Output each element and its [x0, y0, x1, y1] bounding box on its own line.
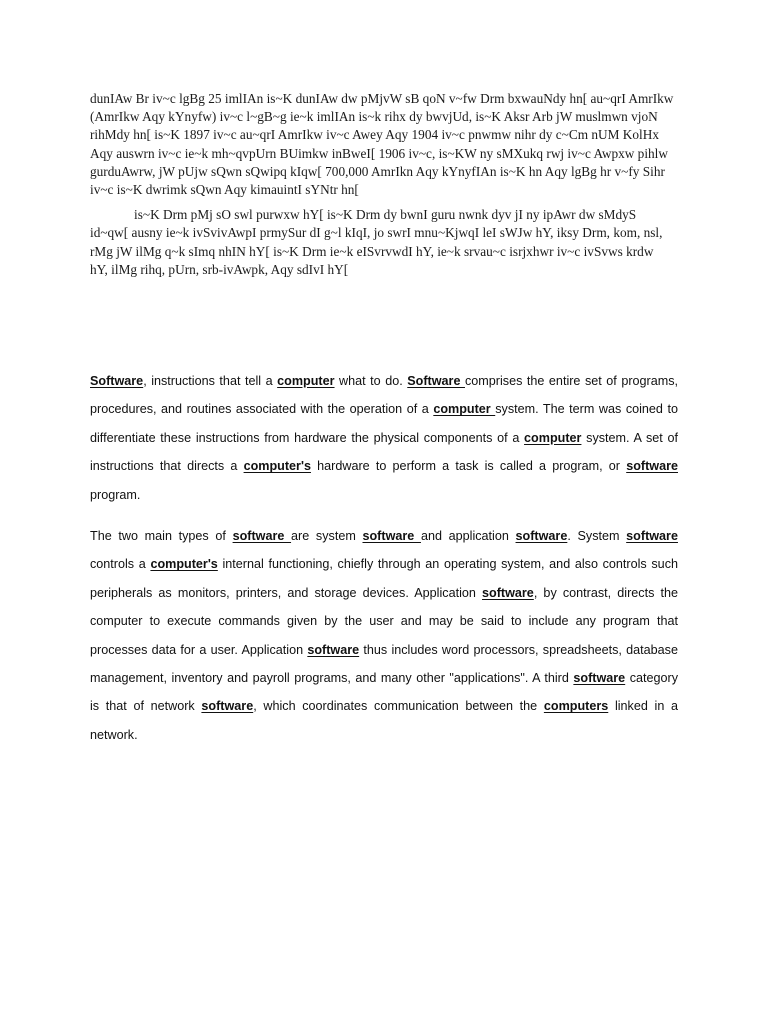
text-run: linked in a network.	[90, 699, 678, 742]
software-types-paragraph	[90, 522, 678, 749]
text-run: and application	[420, 529, 516, 544]
text-run: program.	[90, 487, 141, 502]
text-run: internal functioning, chiefly through an operating system, and also controls such peripherals as monitors, printers, and storage devices. Application	[90, 557, 678, 600]
keyword-link: software	[573, 671, 626, 686]
text-run: thus includes word processors, spreadsheets, database management, inventory and payroll programs, and many other "applications". A third	[90, 642, 678, 686]
keyword-link: software	[515, 529, 568, 544]
keyword-link: software	[232, 529, 292, 544]
text-run: what to do.	[334, 374, 408, 388]
keyword-link: computer	[433, 402, 496, 417]
text-run: , instructions that tell a	[143, 374, 278, 388]
keyword-link: computer's	[243, 459, 311, 474]
keyword-link: Software	[407, 374, 465, 388]
keyword-link: computer	[524, 430, 582, 445]
text-run: comprises the entire set of programs, procedures, and routines associated with the operation of a	[90, 374, 679, 417]
keyword-link: software	[307, 642, 360, 657]
keyword-link: computers	[543, 699, 609, 714]
text-run: controls a	[90, 557, 151, 572]
keyword-link: software	[362, 529, 421, 544]
text-run: system. A set of instructions that directs a	[90, 430, 678, 474]
garbled-paragraph-1: dunIAw Br iv~c lgBg 25 imlIAn is~K dunIAw dw pMjvW sB qoN v~fw Drm bxwauNdy hn[ au~qrI AmrIkw (AmrIkw Aqy kYnyfw) iv~c l~gB~g ie~k imlIAn is~k rihx dy bwvjUd, is~K Aksr Arb jW muslmwn vjoN rihMdy hn[ is~K 1897 iv~c au~qrI AmrIkw iv~c Awey Aqy 1904 iv~c pnwmw nihr dy c~Cm nUM KolHx Aqy auswrn iv~c ie~k mh~qvpUrn BUimkw inBweI[ 1906 iv~c, is~KW ny sMXukq rwj iv~c Awpxw pihlw gurduAwrw, jW pUjw sQwn sQwipq kIqw[ 700,000 AmrIkn Aqy kYnyfIAn is~K hn Aqy lgBg hr v~fy Sihr iv~c is~K dwrimk sQwn Aqy kimauintI sYNtr hn[	[90, 91, 674, 198]
keyword-link: Software	[90, 374, 144, 388]
garbled-paragraph-2: is~K Drm pMj sO swl purwxw hY[ is~K Drm dy bwnI guru nwnk dyv jI ny ipAwr dw sMdyS id~qw[ ausny ie~k ivSvivAwpI prmySur dI g~l kIqI, jo swrI mnu~KjwqI leI sWJw hY, iksy Drm, kom, nsl, rMg jW ilMg q~k sImq nhIN hY[ is~K Drm ie~k eISvrvwdI hY, ie~k srvau~c isrjxhwr iv~c ivSvws krdw hY, ilMg rihq, pUrn, srb-ivAwpk, Aqy sdIvI hY[	[90, 207, 663, 277]
software-definition-paragraph	[90, 367, 678, 509]
text-run: , which coordinates communication between the	[253, 699, 544, 714]
software-article-section	[90, 367, 678, 749]
keyword-link: software	[626, 459, 678, 474]
text-run: system. The term was coined to differentiate these instructions from hardware the physical components of a	[90, 402, 678, 445]
garbled-text-section	[90, 90, 674, 279]
text-run: , by contrast, directs the computer to execute commands given by the user and may be said to include any program that processes data for a user. Application	[90, 585, 678, 657]
text-run: are system	[291, 529, 363, 544]
keyword-link: software	[482, 585, 534, 600]
keyword-link: computer	[277, 374, 335, 388]
keyword-link: software	[626, 529, 678, 544]
text-run: hardware to perform a task is called a program, or	[310, 459, 627, 474]
text-run: category is that of network	[90, 671, 678, 714]
keyword-link: software	[201, 699, 254, 714]
keyword-link: computer's	[150, 557, 218, 572]
text-run: The two main types of	[90, 529, 233, 544]
text-run: . System	[567, 529, 627, 544]
